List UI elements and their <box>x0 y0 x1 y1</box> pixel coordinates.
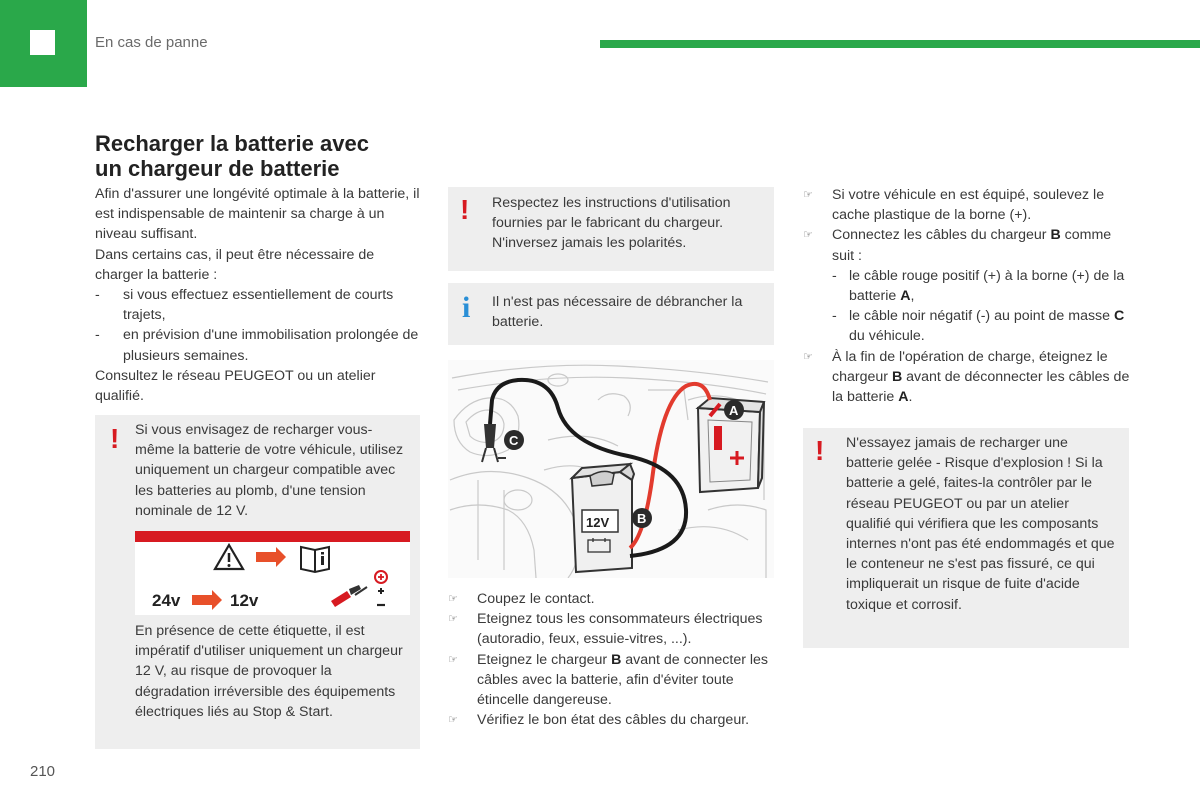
sub-item <box>832 266 1133 306</box>
arrow-icon <box>256 547 286 567</box>
warning-text-frozen-battery: N'essayez jamais de recharger une batterie gelée - Risque d'explosion ! Si la batterie a gelé, faites-la contrôler par le réseau PEUGEOT ou par un atelier qualifié qui vérifiera que les composants internes n'ont pas été endommagés et que le conteneur ne s'est pas fissuré, ce qui impliquerait un risque de fuite d'acide toxique et corrosif. <box>846 435 1115 613</box>
dash-marker: - <box>95 327 100 344</box>
list-item <box>803 185 1133 225</box>
page-title-line-1: Recharger la batterie avec <box>95 131 369 156</box>
step-ref-b: B <box>611 651 622 668</box>
step-text: avant de connecter les câbles avec la batterie, afin d'éviter toute étincelle dangereuse. <box>477 651 769 709</box>
intro-list-item <box>95 325 425 365</box>
marker-a <box>724 400 744 420</box>
dash-marker: - <box>832 267 837 284</box>
list-item <box>803 347 1133 408</box>
page-number: 210 <box>30 763 56 780</box>
pointing-hand-icon: ☞ <box>803 189 813 201</box>
engine-bay-illustration <box>448 360 774 578</box>
charger-shape <box>572 464 634 572</box>
step-text: Connectez les câbles du chargeur <box>832 227 1051 244</box>
warning-triangle-icon <box>215 545 243 569</box>
step-text: . <box>908 389 913 406</box>
list-item <box>803 225 1133 346</box>
step-text: Eteignez le chargeur <box>477 651 612 668</box>
pointing-hand-icon: ☞ <box>803 350 813 363</box>
info-text: Il n'est pas nécessaire de débrancher la batterie. <box>492 294 743 331</box>
warning-icon: ! <box>815 435 825 466</box>
step-text: Vérifiez le bon état des câbles du chargeur. <box>477 712 750 729</box>
header-rule <box>600 40 1200 48</box>
arrow-icon <box>192 590 222 610</box>
warning-text-voltage: Si vous envisagez de recharger vous-même la batterie de votre véhicule, utilisez uniquement un chargeur compatible avec les batteries au plomb, d'une tension nominale de 12 V. <box>135 422 404 519</box>
charging-illustration <box>448 360 774 578</box>
step-ref-c: C <box>1113 308 1125 325</box>
marker-c <box>504 430 524 450</box>
pointing-hand-icon: ☞ <box>448 653 458 666</box>
stop-start-label <box>135 531 410 615</box>
label-explanation-text: En présence de cette étiquette, il est impératif d'utiliser uniquement un chargeur 12 V, au risque de provoquer la dégradation irréversible des équipements électriques liés au Stop & Start. <box>135 623 403 720</box>
step-text: Coupez le contact. <box>477 591 595 607</box>
list-item <box>448 609 778 649</box>
pointing-hand-icon: ☞ <box>448 613 458 626</box>
pointing-hand-icon: ☞ <box>803 229 813 242</box>
dash-marker: - <box>95 287 100 304</box>
stop-start-label-graphic <box>135 531 410 615</box>
page-title-line-2: un chargeur de batterie <box>95 156 340 181</box>
steps-list-connection <box>803 185 1133 407</box>
pointing-hand-icon: ☞ <box>448 714 458 727</box>
sub-item <box>832 306 1133 346</box>
svg-text:B: B <box>637 511 647 526</box>
steps-list-preparation <box>448 589 778 730</box>
step-ref-a: A <box>900 288 911 305</box>
svg-text:A: A <box>729 403 739 418</box>
dash-marker: - <box>832 308 837 325</box>
sub-text: du véhicule. <box>849 328 925 345</box>
label-to-voltage: 12v <box>230 591 259 610</box>
intro-item-2: en prévision d'une immobilisation prolongée de plusieurs semaines. <box>123 327 419 364</box>
step-ref-b: B <box>891 368 903 385</box>
step-ref-a: A <box>898 389 909 406</box>
intro-paragraph-2: Dans certains cas, il peut être nécessaire de charger la batterie : <box>95 246 375 283</box>
intro-text <box>95 184 425 406</box>
step-text: À la fin de l'opération de charge, éteignez le chargeur <box>832 348 1108 385</box>
step-text: Eteignez tous les consommateurs électriques (autoradio, feux, essuie-vitres, ...). <box>477 611 763 648</box>
warning-icon: ! <box>460 194 470 225</box>
section-label: En cas de panne <box>95 34 208 51</box>
step-text: Si votre véhicule en est équipé, soulevez le cache plastique de la borne (+). <box>832 187 1105 224</box>
intro-paragraph-1: Afin d'assurer une longévité optimale à la batterie, il est indispensable de maintenir sa charge à un niveau suffisant. <box>95 186 420 243</box>
svg-text:C: C <box>509 433 519 448</box>
intro-paragraph-3: Consultez le réseau PEUGEOT ou un atelier qualifié. <box>95 367 376 405</box>
marker-b <box>632 508 652 528</box>
sub-text: , <box>910 288 915 305</box>
sub-text: le câble rouge positif (+) à la borne (+) de la batterie <box>849 267 1125 305</box>
sub-text: le câble noir négatif (-) au point de masse <box>849 308 1114 325</box>
chapter-square-icon <box>30 30 55 55</box>
list-item <box>448 710 778 730</box>
step-ref-b: B <box>1050 227 1061 244</box>
charger-clamp-icon <box>331 571 387 607</box>
warning-text-instructions: Respectez les instructions d'utilisation fournies par le fabricant du chargeur. N'inversez jamais les polarités. <box>492 195 731 252</box>
page-title <box>95 131 425 181</box>
step-text: avant de déconnecter les câbles de la batterie <box>832 368 1130 406</box>
info-icon: i <box>462 291 471 324</box>
step-text: comme suit : <box>832 227 1112 264</box>
list-item <box>448 589 778 609</box>
warning-icon: ! <box>110 423 120 454</box>
manual-book-icon <box>301 547 329 572</box>
label-from-voltage: 24v <box>152 591 181 610</box>
pointing-hand-icon: ☞ <box>448 593 458 605</box>
charger-voltage: 12V <box>586 515 610 530</box>
intro-list-item <box>95 285 425 325</box>
list-item <box>448 650 778 711</box>
intro-item-1: si vous effectuez essentiellement de courts trajets, <box>123 287 394 324</box>
